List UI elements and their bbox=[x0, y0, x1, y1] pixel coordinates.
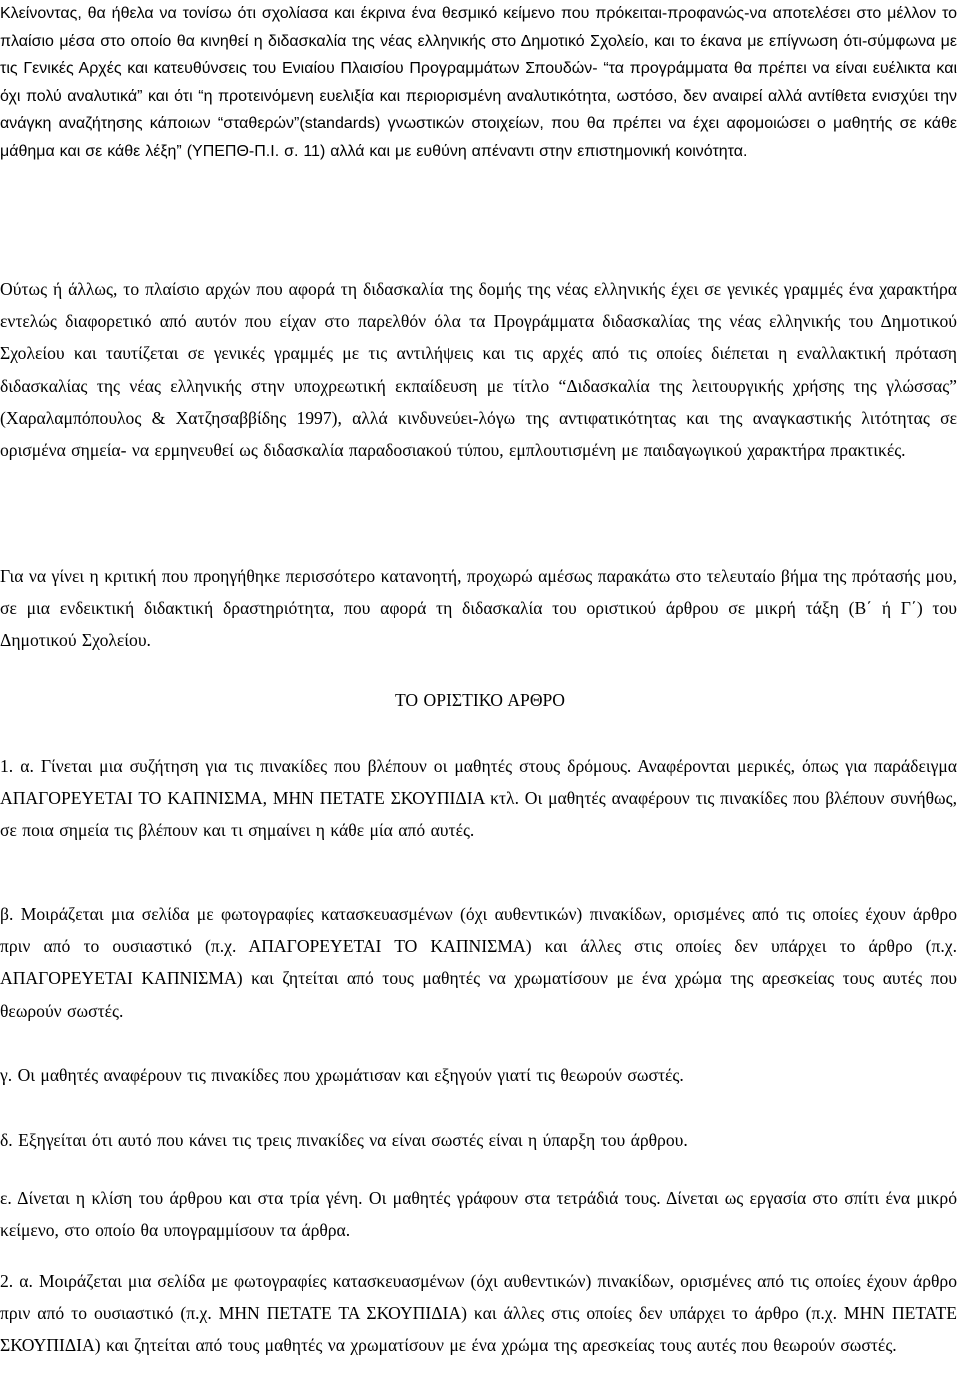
paragraph-framework: Ούτως ή άλλως, το πλαίσιο αρχών που αφορά τη διδασκαλία της δομής της νέας ελληνικής έχει σε γενικές γραμμές ένα χαρακτήρα εντελώς διαφορετικό από αυτόν που είχαν στο παρελθόν όλα τα Προγράμματα διδασκαλίας της νέας ελληνικής του Δημοτικού Σχολείου και ταυτίζεται σε γενικές γραμμές με τις αντιλήψεις και τις αρχές από τις οποίες διέπεται η εναλλακτική πρόταση διδασκαλίας της νέας ελληνικής στην υποχρεωτική εκπαίδευση με τίτλο “Διδασκαλία της λειτουργικής χρήσης της γλώσσας” (Χαραλαμπόπουλος & Χατζησαββίδης 1997), αλλά κινδυνεύει-λόγω της αντιφατικότητας και της αναγκαστικής λιτότητας σε ορισμένα σημεία- να ερμηνευθεί ως διδασκαλία παραδοσιακού τύπου, εμπλουτισμένη με παιδαγωγικού χαρακτήρα πρακτικές. bbox=[0, 279, 957, 461]
paragraph-transition: Για να γίνει η κριτική που προηγήθηκε περισσότερο κατανοητή, προχωρώ αμέσως παρακάτω στο τελευταίο βήμα της πρότασής μου, σε μια ενδεικτική διδακτική δραστηριότητα, που αφορά τη διδασκαλία του οριστικού άρθρου σε μικρή τάξη (Β΄ ή Γ΄) του Δημοτικού Σχολείου. bbox=[0, 566, 957, 651]
activity-item-1d: δ. Εξηγείται ότι αυτό που κάνει τις τρεις πινακίδες να είναι σωστές είναι η ύπαρξη του άρθρου. bbox=[0, 1130, 688, 1150]
activity-item-1b: β. Μοιράζεται μια σελίδα με φωτογραφίες κατασκευασμένων (όχι αυθεντικών) πινακίδων, ορισμένες από τις οποίες έχουν άρθρο πριν από το ουσιαστικό (π.χ. ΑΠΑΓΟΡΕΥΕΤΑΙ ΤΟ ΚΑΠΝΙΣΜΑ) και άλλες στις οποίες δεν υπάρχει το άρθρο (π.χ. ΑΠΑΓΟΡΕΥΕΤΑΙ ΚΑΠΝΙΣΜΑ) και ζητείται από τους μαθητές να χρωματίσουν με ένα χρώμα της αρεσκείας τους αυτές που θεωρούν σωστές. bbox=[0, 904, 957, 1021]
activity-item-1e: ε. Δίνεται η κλίση του άρθρου και στα τρία γένη. Οι μαθητές γράφουν στα τετράδιά τους. Δίνεται ως εργασία στο σπίτι ένα μικρό κείμενο, στο οποίο θα υπογραμμίσουν τα άρθρα. bbox=[0, 1188, 957, 1241]
activity-item-1c: γ. Οι μαθητές αναφέρουν τις πινακίδες που χρωμάτισαν και εξηγούν γιατί τις θεωρούν σωστές. bbox=[0, 1065, 684, 1085]
activity-item-2a: 2. α. Μοιράζεται μια σελίδα με φωτογραφίες κατασκευασμένων (όχι αυθεντικών) πινακίδων, ορισμένες από τις οποίες έχουν άρθρο πριν από το ουσιαστικό (π.χ. ΜΗΝ ΠΕΤΑΤΕ ΤΑ ΣΚΟΥΠΙΔΙΑ) και άλλες στις οποίες δεν υπάρχει το άρθρο (π.χ. ΜΗΝ ΠΕΤΑΤΕ ΣΚΟΥΠΙΔΙΑ) και ζητείται από τους μαθητές να χρωματίσουν με ένα χρώμα της αρεσκείας τους αυτές που θεωρούν σωστές. bbox=[0, 1271, 957, 1356]
paragraph-conclusion: Κλείνοντας, θα ήθελα να τονίσω ότι σχολίασα και έκρινα ένα θεσμικό κείμενο που πρόκειται-προφανώς-να αποτελέσει στο μέλλον το πλαίσιο μέσα στο οποίο θα κινηθεί η διδασκαλία της νέας ελληνικής στο Δημοτικό Σχολείο, και το έκανα με επίγνωση ότι-σύμφωνα με τις Γενικές Αρχές και κατευθύνσεις του Ενιαίου Πλαισίου Προγραμμάτων Σπουδών- “τα προγράμματα θα πρέπει να είναι ευέλικτα και όχι πολύ αναλυτικά” και ότι “η προτεινόμενη ευελιξία και περιορισμένη αναλυτικότητα, ωστόσο, δεν αναιρεί αλλά αντίθετα ενισχύει την ανάγκη αναζήτησης κάποιων “σταθερών”(standards) γνωστικών στοιχείων, που θα πρέπει να έχει αφομοιώσει ο μαθητής σε κάθε μάθημα και σε κάθε λέξη” (ΥΠΕΠΘ-Π.Ι. σ. 11) αλλά και με ευθύνη απέναντι στην επιστημονική κοινότητα. bbox=[0, 5, 957, 160]
activity-item-1a: 1. α. Γίνεται μια συζήτηση για τις πινακίδες που βλέπουν οι μαθητές στους δρόμους. Αναφέρονται μερικές, όπως για παράδειγμα ΑΠΑΓΟΡΕΥΕΤΑΙ ΤΟ ΚΑΠΝΙΣΜΑ, ΜΗΝ ΠΕΤΑΤΕ ΣΚΟΥΠΙΔΙΑ κτλ. Οι μαθητές αναφέρουν τις πινακίδες που βλέπουν συνήθως, σε ποια σημεία τις βλέπουν και τι σημαίνει η κάθε μία από αυτές. bbox=[0, 756, 957, 841]
section-heading: ΤΟ ΟΡΙΣΤΙΚΟ ΑΡΘΡΟ bbox=[394, 690, 566, 710]
